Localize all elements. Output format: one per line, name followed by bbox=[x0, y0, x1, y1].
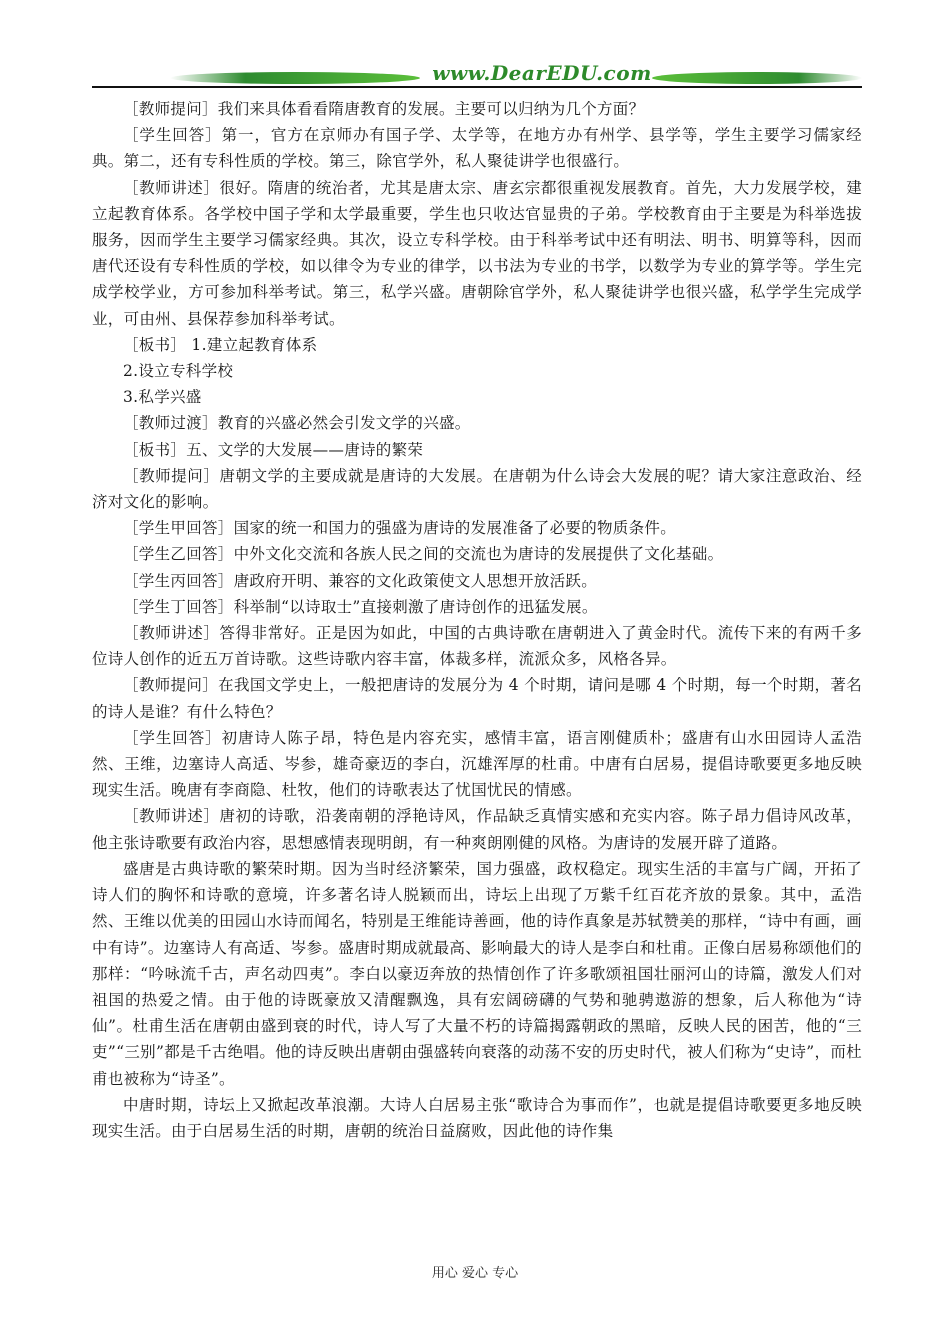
header-rule bbox=[92, 86, 862, 88]
header-brand-logo: www.DearEDU.com bbox=[432, 61, 652, 85]
dialogue-line: ［学生丁回答］科举制“以诗取士”直接刺激了唐诗创作的迅猛发展。 bbox=[123, 597, 598, 616]
board-note-line: ［板书］ 1.建立起教育体系 bbox=[123, 335, 318, 354]
header-swoosh-left bbox=[170, 72, 420, 84]
paragraph: ［教师讲述］唐初的诗歌，沿袭南朝的浮艳诗风，作品缺乏真情实感和充实内容。陈子昂力倡诗风改革，他主张诗歌要有政治内容，思想感情表现明朗，有一种爽朗刚健的风格。为唐诗的发展开辟了道路。 bbox=[92, 807, 862, 852]
dialogue-line: ［教师过渡］教育的兴盛必然会引发文学的兴盛。 bbox=[123, 414, 471, 433]
dialogue-line: ［学生乙回答］中外文化交流和各族人民之间的交流也为唐诗的发展提供了文化基础。 bbox=[123, 545, 724, 564]
page-footer: 用心 爱心 专心 bbox=[431, 1266, 519, 1281]
paragraph: ［教师提问］在我国文学史上，一般把唐诗的发展分为 4 个时期，请问是哪 4 个时期，每一个时期，著名的诗人是谁？有什么特色？ bbox=[92, 676, 862, 721]
paragraph: ［学生回答］第一，官方在京师办有国子学、太学等，在地方办有州学、县学等，学生主要学习儒家经典。第二，还有专科性质的学校。第三，除官学外，私人聚徒讲学也很盛行。 bbox=[92, 126, 862, 171]
paragraph: ［学生回答］初唐诗人陈子昂，特色是内容充实，感情丰富，语言刚健质朴；盛唐有山水田园诗人孟浩然、王维，边塞诗人高适、岑参，雄奇豪迈的李白，沉雄浑厚的杜甫。中唐有白居易，提倡诗歌要更多地反映现实生活。晚唐有李商隐、杜牧，他们的诗歌表达了忧国忧民的情感。 bbox=[92, 728, 862, 800]
paragraph: ［教师提问］唐朝文学的主要成就是唐诗的大发展。在唐朝为什么诗会大发展的呢？请大家注意政治、经济对文化的影响。 bbox=[92, 466, 862, 512]
paragraph: ［教师提问］我们来具体看看隋唐教育的发展。主要可以归纳为几个方面？ bbox=[123, 100, 645, 118]
dialogue-line: ［学生丙回答］唐政府开明、兼容的文化政策使文人思想开放活跃。 bbox=[123, 571, 598, 590]
paragraph: ［教师讲述］答得非常好。正是因为如此，中国的古典诗歌在唐朝进入了黄金时代。流传下来的有两千多位诗人创作的近五万首诗歌。这些诗歌内容丰富，体裁多样，流派众多，风格各异。 bbox=[92, 624, 862, 669]
page-header bbox=[92, 58, 862, 96]
document-body bbox=[92, 96, 862, 1144]
header-swoosh-right bbox=[652, 72, 862, 84]
board-note-line: ［板书］五、文学的大发展——唐诗的繁荣 bbox=[123, 440, 424, 459]
paragraph: 盛唐是古典诗歌的繁荣时期。因为当时经济繁荣，国力强盛，政权稳定。现实生活的丰富与广阔，开拓了诗人们的胸怀和诗歌的意境，许多著名诗人脱颖而出，诗坛上出现了万紫千红百花齐放的景象。其中，孟浩然、王维以优美的田园山水诗而闻名，特别是王维能诗善画，他的诗作真象是苏轼赞美的那样，“诗中有画，画中有诗”。边塞诗人有高适、岑参。盛唐时期成就最高、影响最大的诗人是李白和杜甫。正像白居易称颂他们的那样：“吟咏流千古，声名动四夷”。李白以豪迈奔放的热情创作了许多歌颂祖国壮丽河山的诗篇，激发人们对祖国的热爱之情。由于他的诗既豪放又清醒飘逸，具有宏阔磅礴的气势和驰骋遨游的想象，后人称他为“诗仙”。杜甫生活在唐朝由盛到衰的时代，诗人写了大量不朽的诗篇揭露朝政的黑暗，反映人民的困苦，他的“三吏”“三别”都是千古绝唱。他的诗反映出唐朝由强盛转向衰落的动荡不安的历史时代，被人们称为“史诗”，而杜甫也被称为“诗圣”。 bbox=[92, 859, 862, 1088]
paragraph: 中唐时期，诗坛上又掀起改革浪潮。大诗人白居易主张“歌诗合为事而作”，也就是提倡诗歌要更多地反映现实生活。由于白居易生活的时期，唐朝的统治日益腐败，因此他的诗作集 bbox=[92, 1095, 862, 1140]
dialogue-line: ［学生甲回答］国家的统一和国力的强盛为唐诗的发展准备了必要的物质条件。 bbox=[123, 519, 677, 538]
paragraph: ［教师讲述］很好。隋唐的统治者，尤其是唐太宗、唐玄宗都很重视发展教育。首先，大力发展学校，建立起教育体系。各学校中国子学和太学最重要，学生也只收达官显贵的子弟。学校教育由于主要是为科举选拔服务，因而学生主要学习儒家经典。其次，设立专科学校。由于科举考试中还有明法、明书、明算等科，因而唐代还设有专科性质的学校，如以律令为专业的律学，以书法为专业的书学，以数学为专业的算学等。学生完成学校学业，方可参加科举考试。第三，私学兴盛。唐朝除官学外，私人聚徒讲学也很兴盛，私学学生完成学业，可由州、县保荐参加科举考试。 bbox=[92, 178, 862, 328]
board-note-line: 2.设立专科学校 bbox=[123, 362, 234, 381]
board-note-line: 3.私学兴盛 bbox=[123, 388, 202, 407]
